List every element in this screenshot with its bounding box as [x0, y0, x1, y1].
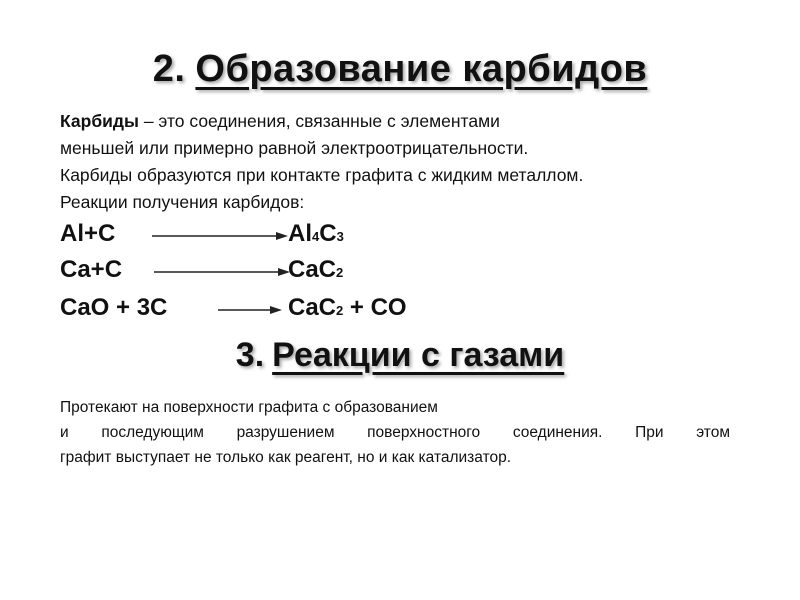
reaction-1-product-subscript: 4	[312, 229, 320, 244]
reaction-2-product	[288, 256, 343, 284]
reaction-3-product-part: + CO	[343, 294, 407, 321]
reaction-1-arrow-icon	[152, 222, 288, 246]
para2-line-1: Протекают на поверхности графита с образованием	[60, 399, 438, 416]
section-2-heading	[0, 48, 800, 91]
reaction-3-reactants: CaO + 3C	[60, 294, 168, 321]
section-3-heading	[0, 336, 800, 375]
section-2-title: Образование карбидов	[195, 48, 648, 90]
reaction-2-product-part: CaC	[288, 256, 337, 283]
intro-line-1-rest: – это соединения, связанные с элементами	[138, 111, 500, 131]
intro-term: Карбиды	[60, 111, 139, 131]
reaction-1-product-part: C	[319, 220, 337, 247]
intro-line-2: меньшей или примерно равной электроотрицательности.	[60, 138, 529, 158]
section-2-number: 2.	[152, 48, 186, 90]
intro-line-1	[60, 108, 760, 135]
intro-line-4: Реакции получения карбидов:	[60, 192, 305, 212]
para2-line-3: графит выступает не только как реагент, но и как катализатор.	[60, 449, 512, 466]
reaction-2-product-subscript: 2	[336, 265, 344, 280]
reaction-3	[60, 294, 760, 328]
reaction-1-product-subscript: 3	[336, 229, 344, 244]
intro-paragraph	[60, 108, 760, 216]
reaction-3-arrow-icon	[218, 296, 282, 320]
reaction-2	[60, 256, 760, 290]
gas-reactions-paragraph	[60, 395, 730, 470]
para2-line-2: и последующим разрушением поверхностного соединения. При этом	[60, 424, 730, 441]
section-3-title: Реакции с газами	[272, 336, 565, 374]
reaction-3-product-subscript: 2	[336, 303, 344, 318]
reaction-3-product-part: CaC	[288, 294, 337, 321]
reaction-2-reactants: Ca+C	[60, 256, 123, 283]
reaction-1-product	[288, 220, 344, 248]
section-3-number: 3.	[235, 336, 265, 374]
reaction-1	[60, 220, 760, 254]
intro-line-3: Карбиды образуются при контакте графита с жидким металлом.	[60, 165, 584, 185]
reaction-3-product	[288, 294, 407, 322]
reaction-1-reactants: Al+C	[60, 220, 116, 247]
reaction-2-arrow-icon	[154, 258, 290, 282]
reaction-1-product-part: Al	[288, 220, 312, 247]
